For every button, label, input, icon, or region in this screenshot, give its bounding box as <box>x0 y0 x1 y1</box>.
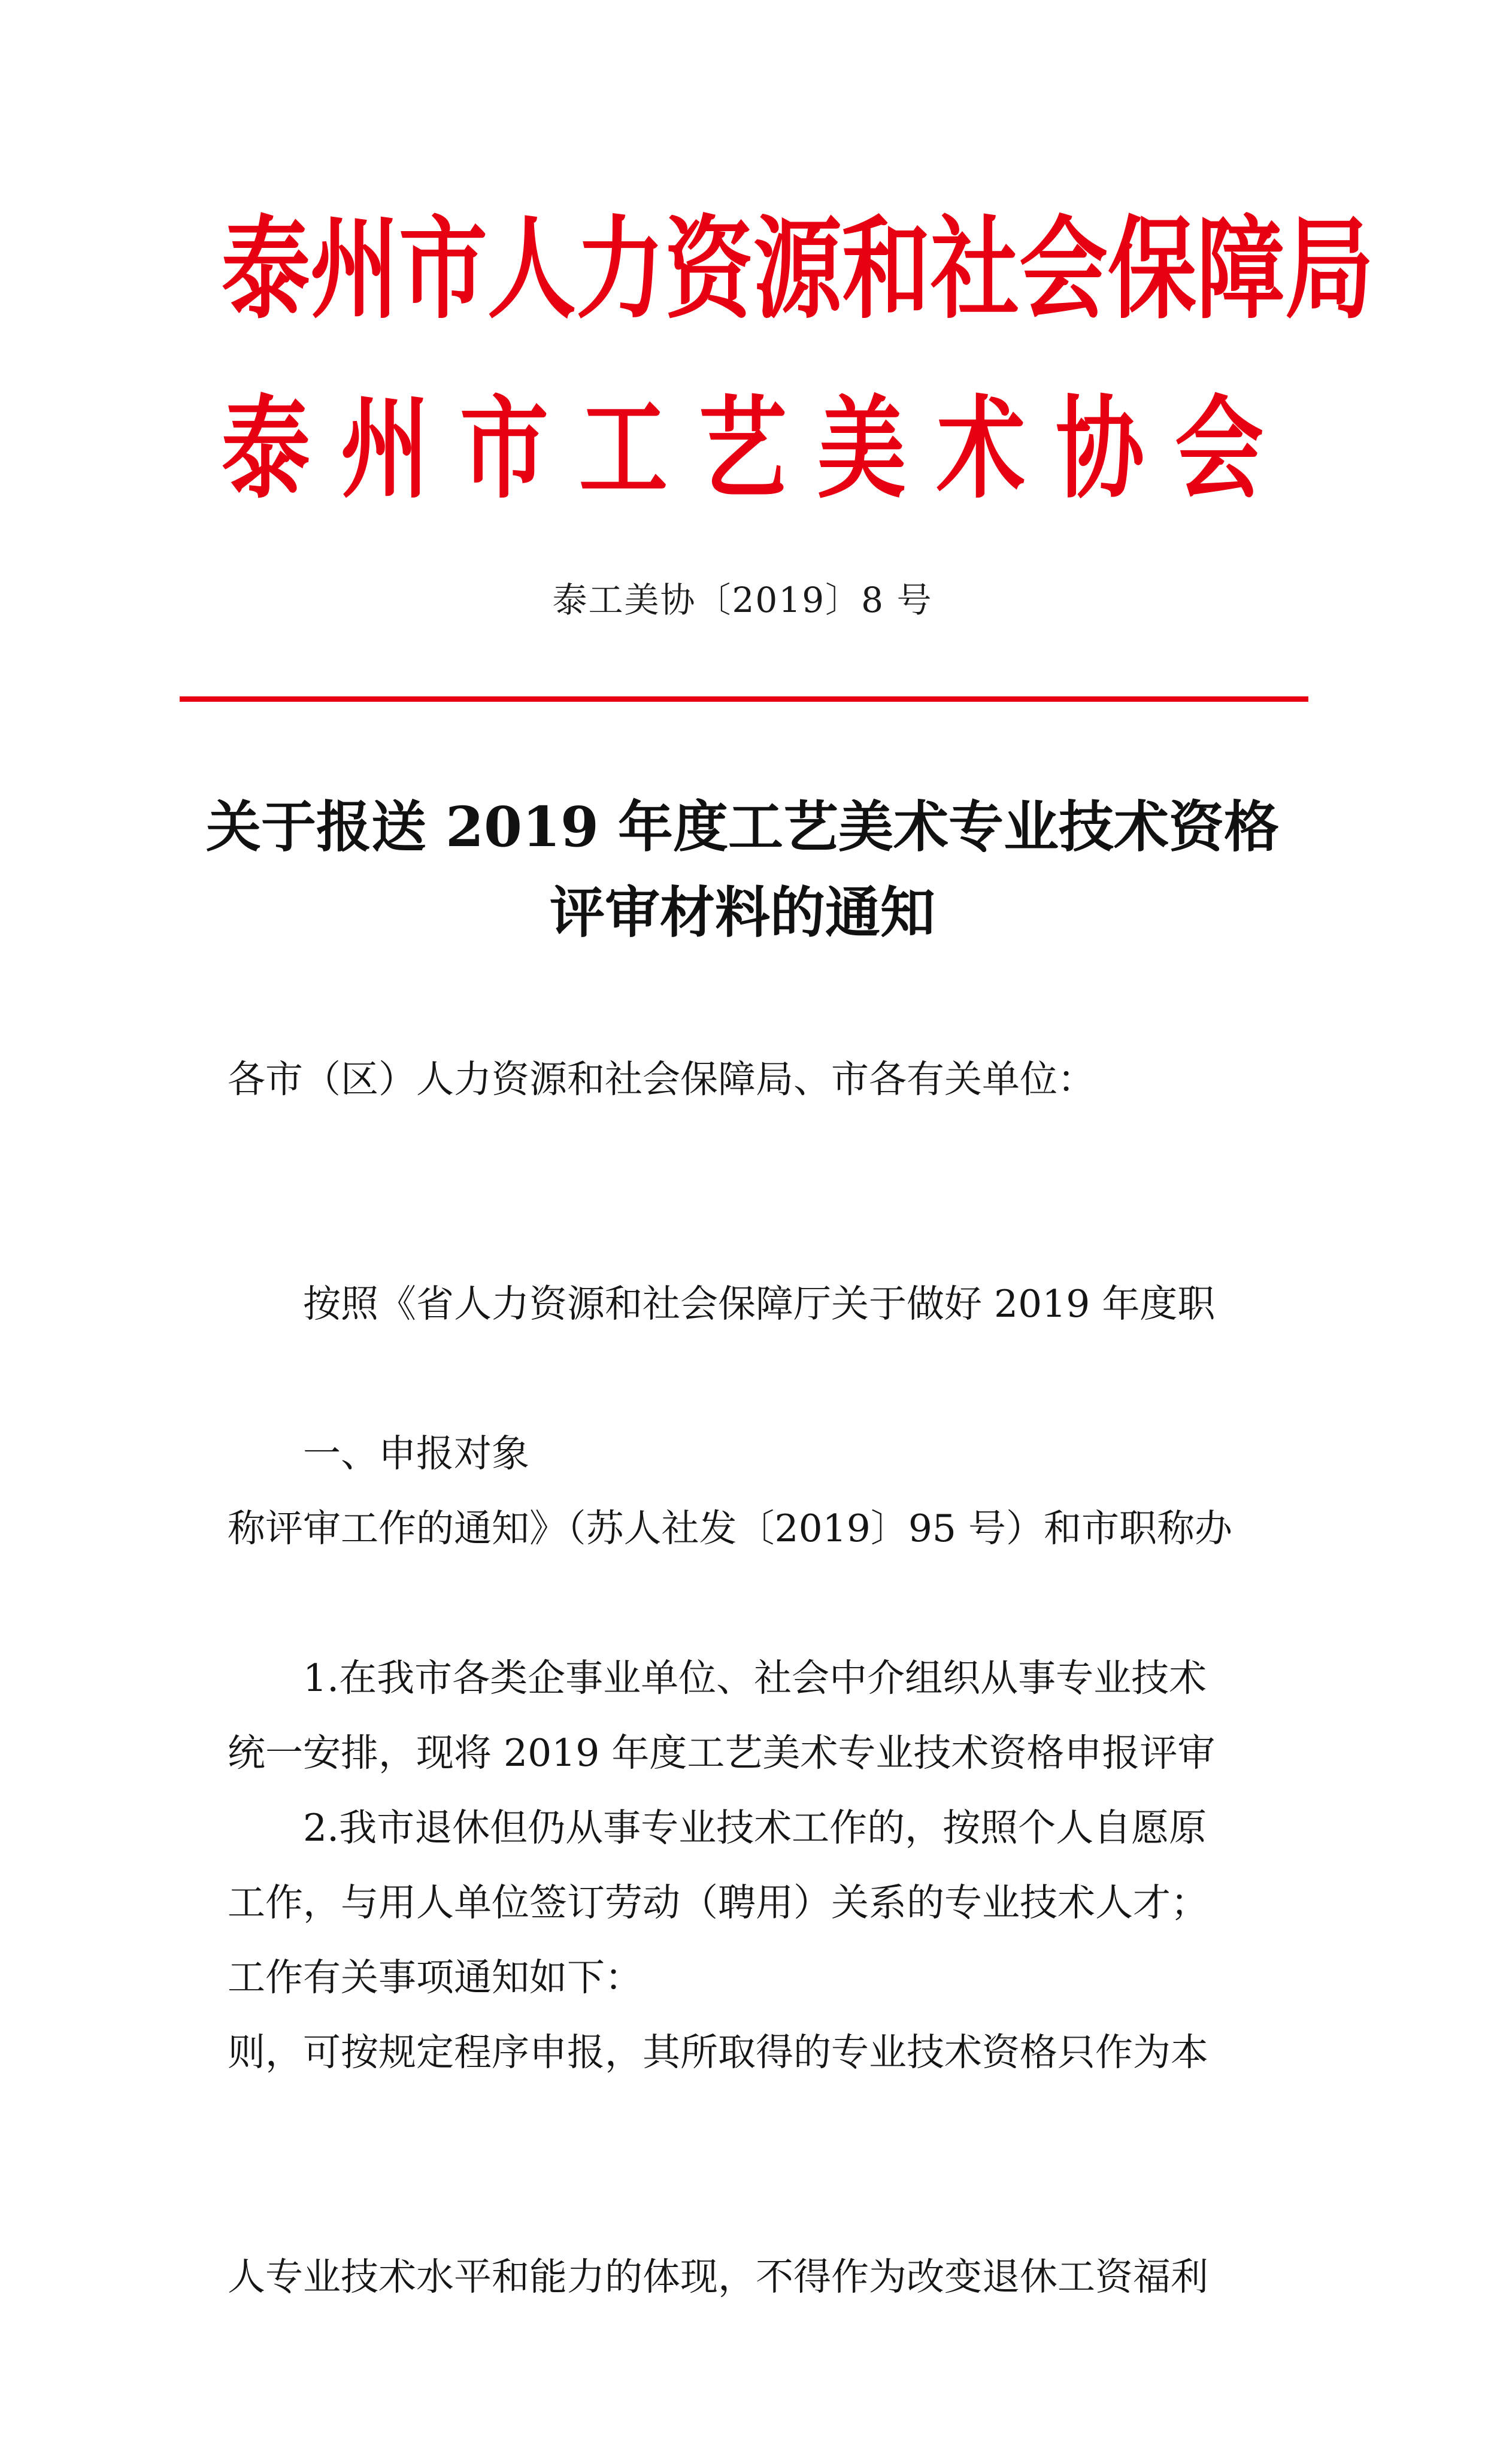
paragraph-line: 工作，与用人单位签订劳动（聘用）关系的专业技术人才； <box>228 1881 1208 1924</box>
document-title-line-2: 评审材料的通知 <box>549 880 935 945</box>
issuer-char: 工 <box>579 384 668 514</box>
issuer-char: 人 <box>487 205 576 334</box>
letterhead-divider <box>180 696 1308 702</box>
applicant-item-2 <box>228 1641 1257 2464</box>
issuer-char: 美 <box>817 384 906 514</box>
document-number: 泰工美协〔2019〕8 号 <box>552 580 933 620</box>
issuer-char: 术 <box>937 384 1025 514</box>
issuer-line-arts-crafts-association <box>222 384 1263 514</box>
issuer-char: 会 <box>1019 205 1108 334</box>
issuer-char: 市 <box>399 205 487 334</box>
issuer-char: 州 <box>310 205 399 334</box>
issuer-char: 市 <box>460 384 548 514</box>
issuer-char: 协 <box>1056 384 1144 514</box>
issuer-line-hrss-bureau <box>222 205 1374 334</box>
issuer-char: 障 <box>1196 205 1285 334</box>
paragraph-line: 2.我市退休但仍从事专业技术工作的，按照个人自愿原 <box>303 1806 1207 1850</box>
issuer-char: 局 <box>1285 205 1374 334</box>
salutation: 各市（区）人力资源和社会保障局、市各有关单位： <box>228 1057 1095 1101</box>
issuer-char: 艺 <box>698 384 787 514</box>
document-title-line-1: 关于报送 2019 年度工艺美术专业技术资格 <box>205 795 1280 859</box>
paragraph-line: 按照《省人力资源和社会保障厅关于做好 2019 年度职 <box>303 1282 1216 1326</box>
issuer-char: 力 <box>576 205 665 334</box>
issuer-char: 泰 <box>222 205 310 334</box>
issuer-char: 泰 <box>222 384 310 514</box>
issuer-char: 保 <box>1108 205 1196 334</box>
paragraph-line: 工作有关事项通知如下： <box>228 1956 643 1999</box>
section-heading-applicants: 一、申报对象 <box>303 1432 529 1475</box>
issuer-char: 州 <box>341 384 429 514</box>
issuer-char: 源 <box>753 205 842 334</box>
paragraph-line: 统一安排，现将 2019 年度工艺美术专业技术资格申报评审 <box>228 1731 1216 1775</box>
paragraph-line: 1.在我市各类企事业单位、社会中介组织从事专业技术 <box>303 1656 1207 1700</box>
paragraph-line: 称评审工作的通知》（苏人社发〔2019〕95 号）和市职称办 <box>228 1507 1233 1550</box>
issuer-char: 资 <box>665 205 753 334</box>
paragraph-line: 人专业技术水平和能力的体现，不得作为改变退休工资福利 <box>228 2255 1208 2299</box>
issuer-char: 社 <box>931 205 1019 334</box>
issuer-char: 和 <box>842 205 931 334</box>
issuer-char: 会 <box>1175 384 1263 514</box>
paragraph-line: 则，可按规定程序申报，其所取得的专业技术资格只作为本 <box>228 2030 1208 2074</box>
